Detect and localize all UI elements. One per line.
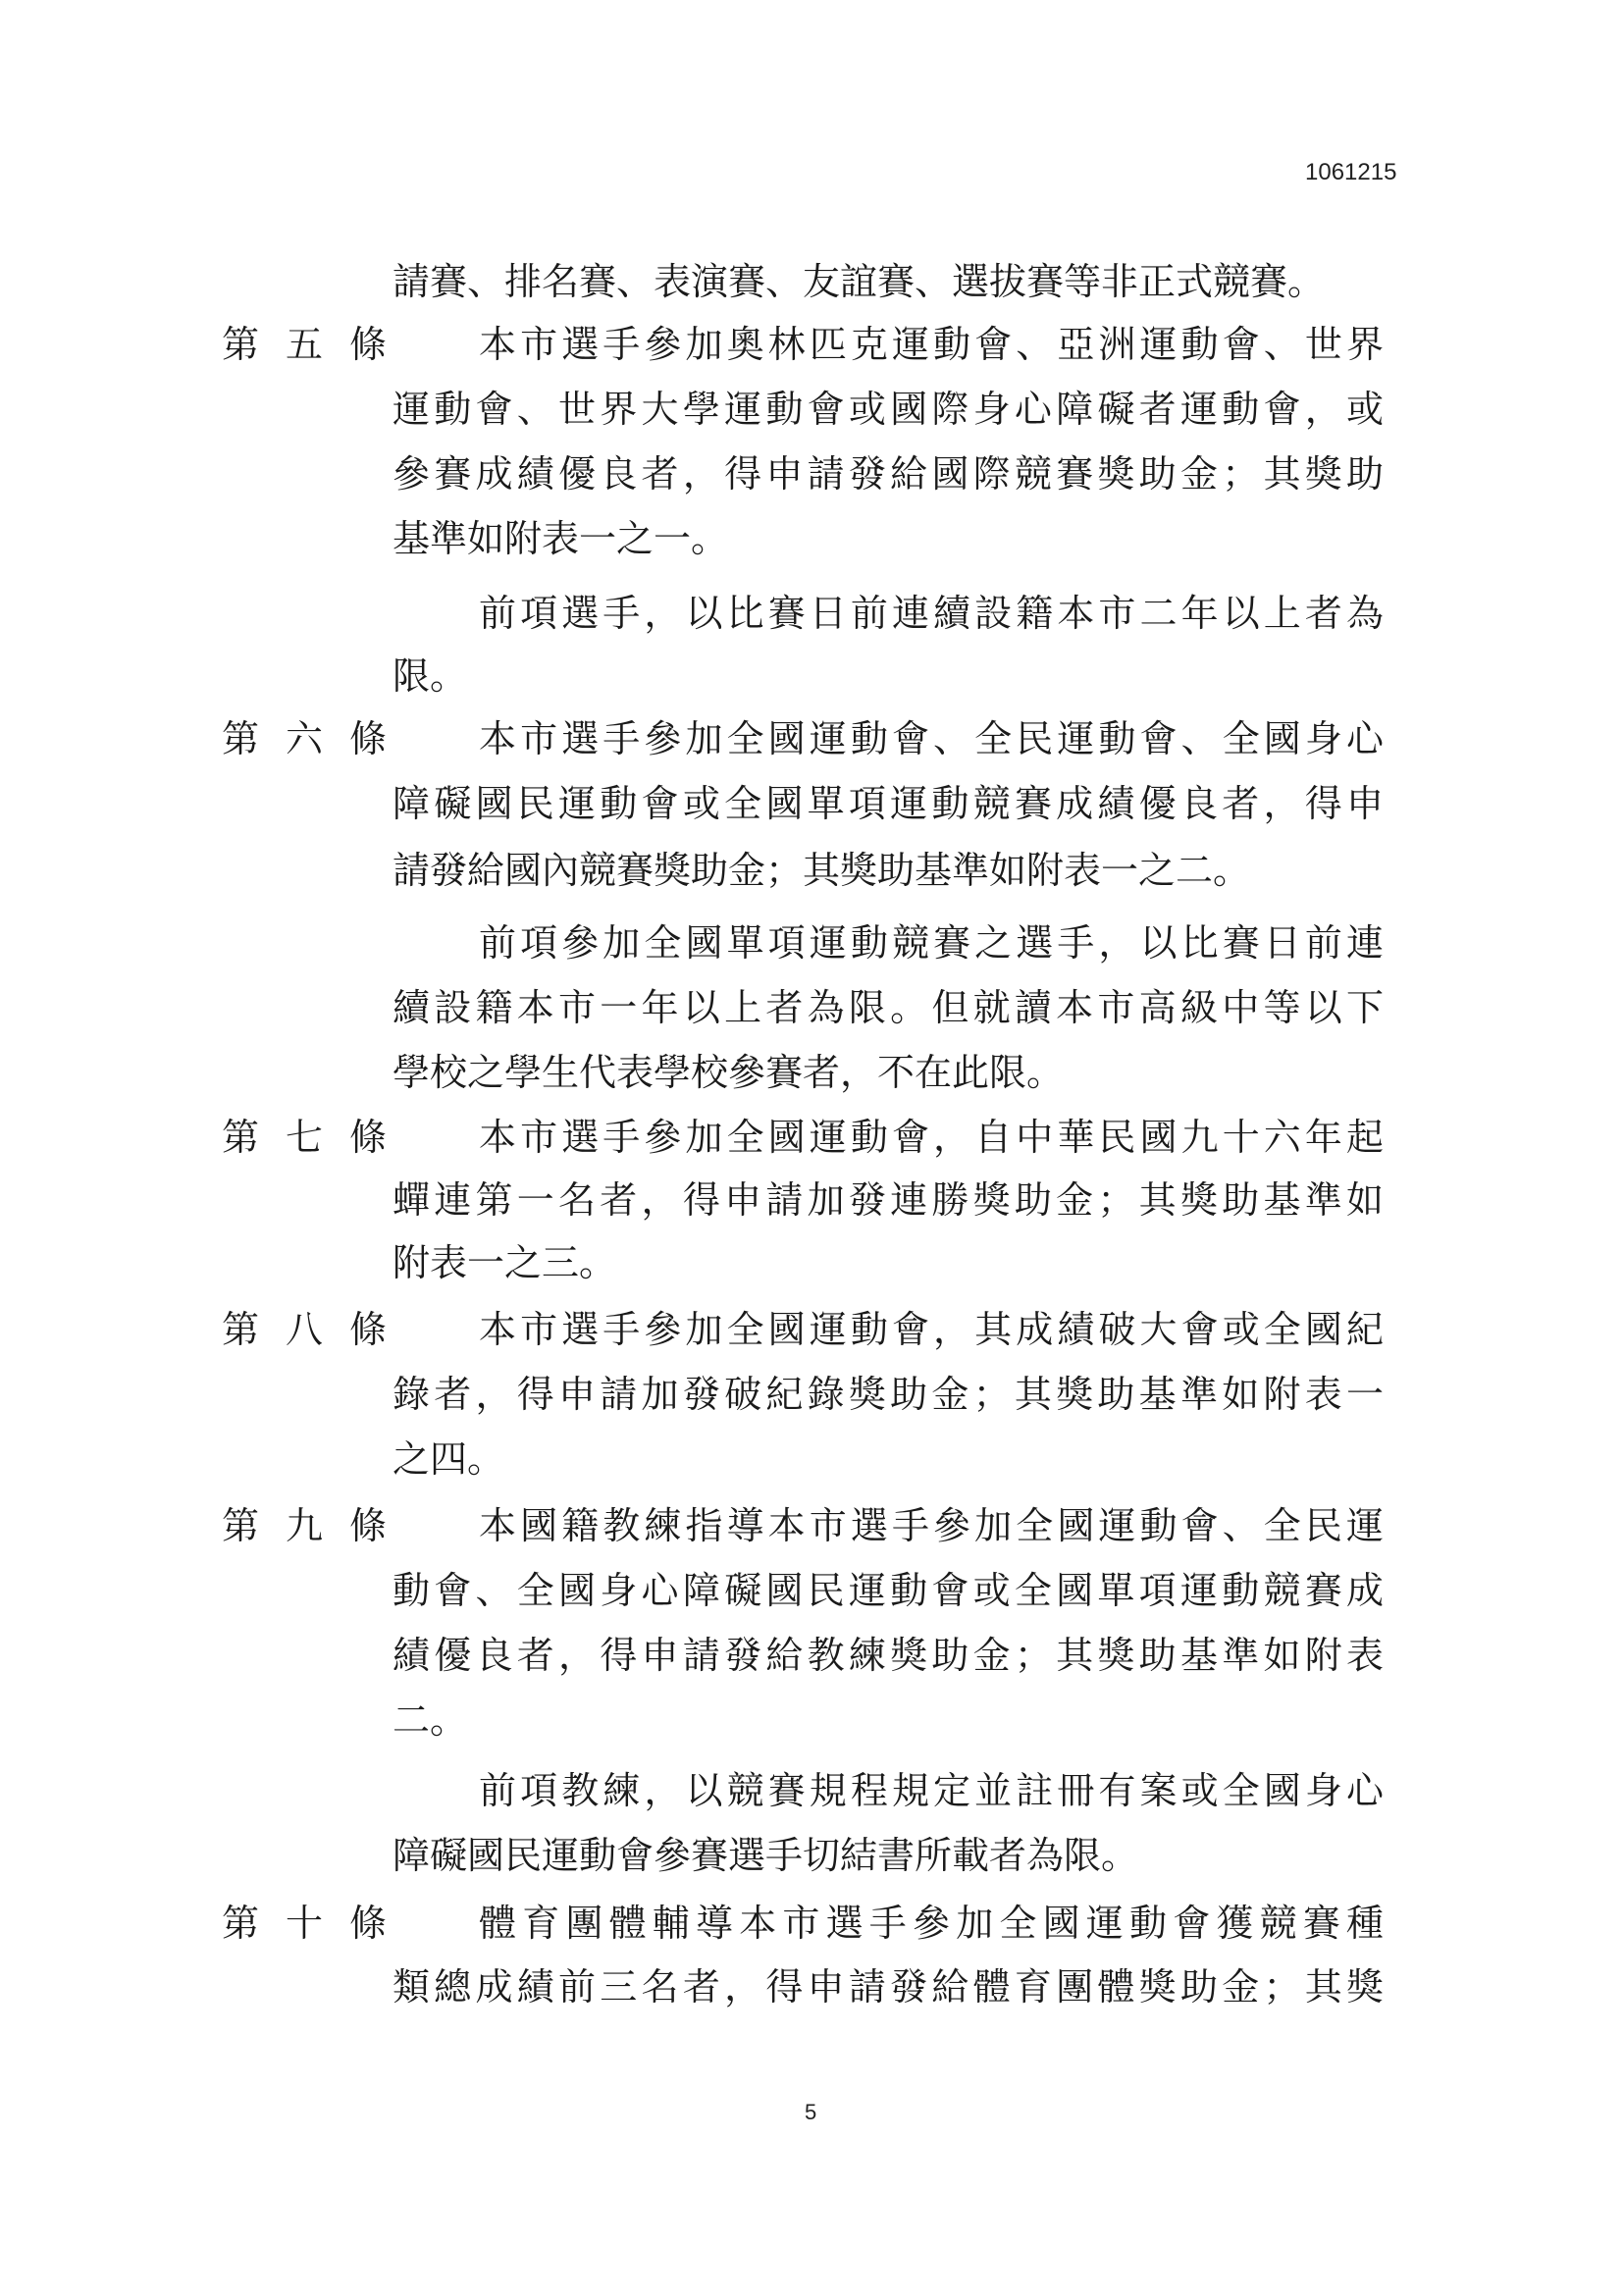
text-line: 績優良者，得申請發給教練獎助金；其獎助基準如附表	[393, 1634, 1384, 1677]
text-line: 請發給國內競賽獎助金；其獎助基準如附表一之二。	[393, 849, 1251, 892]
article-heading-7	[222, 1113, 387, 1162]
article-heading-char: 第	[222, 1902, 260, 1945]
article-heading-char: 六	[285, 717, 323, 760]
text-line: 障礙國民運動會參賽選手切結書所載者為限。	[393, 1834, 1139, 1877]
text-line: 續設籍本市一年以上者為限。但就讀本市高級中等以下	[393, 986, 1384, 1029]
article-heading-char: 條	[348, 1116, 387, 1159]
article-heading-char: 九	[285, 1504, 323, 1547]
text-line: 錄者，得申請加發破紀錄獎助金；其獎助基準如附表一	[393, 1373, 1384, 1416]
article-heading-6	[222, 714, 387, 763]
article-heading-char: 十	[285, 1902, 323, 1945]
text-line: 動會、全國身心障礙國民運動會或全國單項運動競賽成	[393, 1569, 1384, 1612]
text-line: 前項選手，以比賽日前連續設籍本市二年以上者為	[479, 592, 1384, 635]
article-heading-9	[222, 1501, 387, 1550]
article-heading-char: 條	[348, 1902, 387, 1945]
text-line: 參賽成績優良者，得申請發給國際競賽獎助金；其獎助	[393, 452, 1384, 496]
text-line: 本市選手參加全國運動會、全民運動會、全國身心	[479, 717, 1384, 760]
text-line: 前項教練，以競賽規程規定並註冊有案或全國身心	[479, 1769, 1384, 1812]
text-line: 本國籍教練指導本市選手參加全國運動會、全民運	[479, 1504, 1384, 1547]
text-line: 本市選手參加奧林匹克運動會、亞洲運動會、世界	[479, 323, 1384, 366]
text-line: 二。	[393, 1698, 468, 1742]
page-number: 5	[805, 2100, 817, 2124]
article-heading-char: 第	[222, 323, 260, 366]
text-line: 附表一之三。	[393, 1241, 617, 1284]
text-line: 限。	[393, 654, 468, 698]
document-code: 1061215	[1305, 159, 1397, 185]
article-heading-char: 七	[285, 1116, 323, 1159]
text-line: 前項參加全國單項運動競賽之選手，以比賽日前連	[479, 921, 1384, 965]
article-heading-10	[222, 1899, 387, 1948]
article-heading-char: 第	[222, 1308, 260, 1351]
text-line: 本市選手參加全國運動會，自中華民國九十六年起	[479, 1116, 1384, 1159]
text-line: 本市選手參加全國運動會，其成績破大會或全國紀	[479, 1308, 1384, 1351]
article-heading-5	[222, 320, 387, 369]
article-heading-char: 條	[348, 1308, 387, 1351]
text-line: 蟬連第一名者，得申請加發連勝獎助金；其獎助基準如	[393, 1178, 1384, 1222]
article-heading-char: 條	[348, 1504, 387, 1547]
article-heading-char: 第	[222, 1504, 260, 1547]
article-heading-char: 第	[222, 717, 260, 760]
text-line: 運動會、世界大學運動會或國際身心障礙者運動會，或	[393, 388, 1384, 431]
article-heading-char: 五	[285, 323, 323, 366]
article-heading-char: 八	[285, 1308, 323, 1351]
text-line: 基準如附表一之一。	[393, 517, 729, 560]
article-heading-char: 條	[348, 717, 387, 760]
text-line: 學校之學生代表學校參賽者，不在此限。	[393, 1051, 1065, 1094]
text-line: 類總成績前三名者，得申請發給體育團體獎助金；其獎	[393, 1965, 1384, 2009]
article-heading-char: 條	[348, 323, 387, 366]
text-line: 障礙國民運動會或全國單項運動競賽成績優良者，得申	[393, 782, 1384, 825]
article-heading-char: 第	[222, 1116, 260, 1159]
text-line: 體育團體輔導本市選手參加全國運動會獲競賽種	[479, 1902, 1384, 1945]
article-heading-8	[222, 1305, 387, 1354]
text-line: 之四。	[393, 1437, 505, 1481]
text-line: 請賽、排名賽、表演賽、友誼賽、選拔賽等非正式競賽。	[393, 260, 1326, 303]
